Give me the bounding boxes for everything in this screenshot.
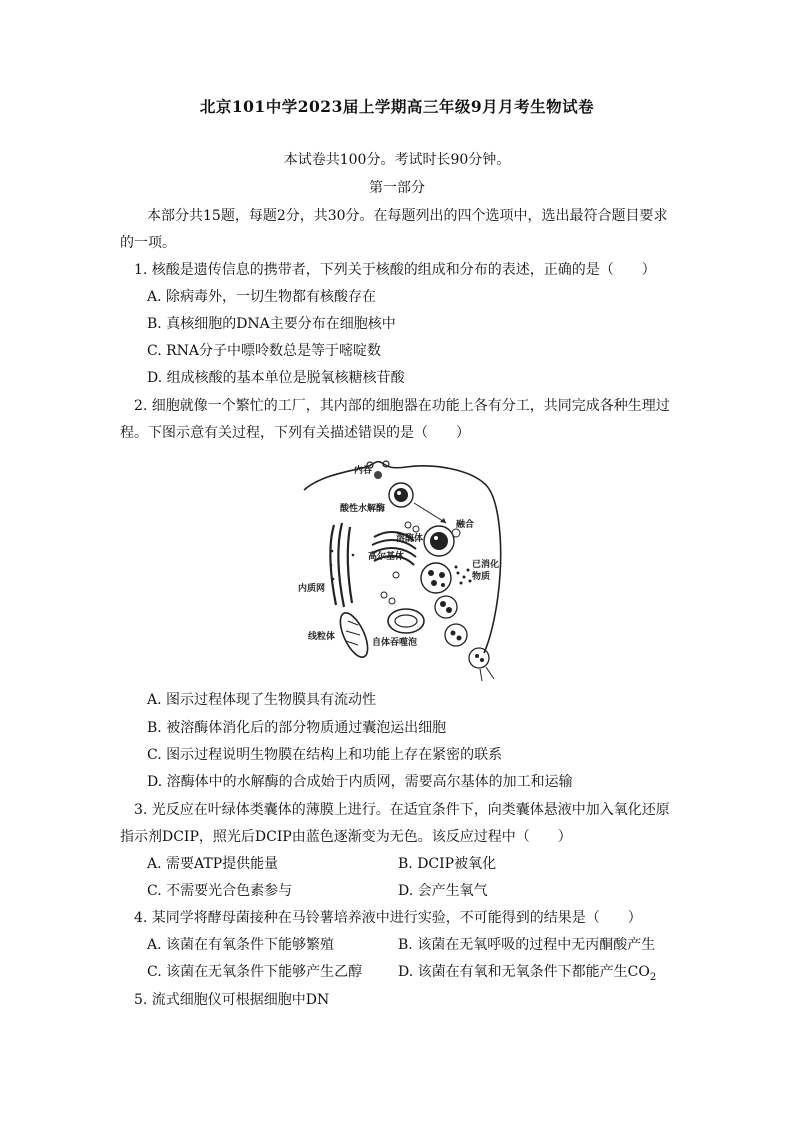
instructions-line-2: 的一项。 <box>120 235 176 251</box>
q4-option-c: C. 该菌在无氧条件下能够产生乙醇 <box>147 964 363 980</box>
q3-option-c: C. 不需要光合色素参与 <box>147 883 293 899</box>
q4-option-b: B. 该菌在无氧呼吸的过程中无丙酮酸产生 <box>398 937 656 953</box>
q5-stem: 5. 流式细胞仪可根据细胞中DN <box>134 992 330 1008</box>
q2-option-b: B. 被溶酶体消化后的部分物质通过囊泡运出细胞 <box>147 720 447 736</box>
cell-process-figure <box>296 455 508 683</box>
q2-option-a: A. 图示过程体现了生物膜具有流动性 <box>147 692 377 708</box>
figure-label-digested: 已消化 <box>472 560 500 570</box>
digesting-vesicle <box>421 563 451 593</box>
endocytosed-particle <box>374 471 382 479</box>
arrow <box>486 667 494 679</box>
residual-body <box>435 596 457 618</box>
q1-option-b: B. 真核细胞的DNA主要分布在细胞核中 <box>147 316 396 332</box>
figure-label-endocytosis: 内吞 <box>354 466 373 476</box>
q4-option-a: A. 该菌在有氧条件下能够繁殖 <box>147 937 335 953</box>
q4-stem: 4. 某同学将酵母菌接种在马铃薯培养液中进行实验，不可能得到的结果是（ ） <box>134 910 642 926</box>
figure-label-mitochondria: 线粒体 <box>308 632 336 642</box>
arrow <box>480 669 482 681</box>
fused-vesicle-content <box>430 532 448 550</box>
mitochondrion-cristae <box>346 621 360 645</box>
q1-option-c: C. RNA分子中嘌呤数总是等于嘧啶数 <box>147 343 382 359</box>
q4-option-d-subscript: 2 <box>649 971 657 983</box>
arrow <box>414 503 446 523</box>
part-title: 第一部分 <box>369 180 425 196</box>
phagosome-highlight <box>397 491 401 495</box>
mitochondrion <box>335 609 373 661</box>
autophagosome <box>388 609 424 633</box>
figure-label-substance: 物质 <box>472 572 491 582</box>
instructions-line-1: 本部分共15题，每题2分，共30分。在每题列出的四个选项中，选出最符合题目要求 <box>147 208 668 224</box>
figure-label-er: 内质网 <box>298 584 326 594</box>
exam-intro: 本试卷共100分。考试时长90分钟。 <box>283 152 511 168</box>
q2-option-c: C. 图示过程说明生物膜在结构上和功能上存在紧密的联系 <box>147 747 503 763</box>
figure-label-autophagosome: 自体吞噬泡 <box>372 638 418 648</box>
residual-body <box>445 624 467 646</box>
phagosome-content <box>394 488 408 502</box>
q3-stem-line-1: 3. 光反应在叶绿体类囊体的薄膜上进行。在适宜条件下，向类囊体悬液中加入氧化还原 <box>134 802 670 818</box>
q2-stem-line-2: 程。下图示意有关过程，下列有关描述错误的是（ ） <box>120 425 470 441</box>
q3-option-d: D. 会产生氧气 <box>398 883 488 899</box>
figure-label-acid-hydrolase: 酸性水解酶 <box>340 504 386 514</box>
q1-option-d: D. 组成核酸的基本单位是脱氧核糖核苷酸 <box>147 370 405 386</box>
er-membrane <box>348 527 352 603</box>
figure-label-golgi: 高尔基体 <box>368 552 405 562</box>
q1-option-a: A. 除病毒外，一切生物都有核酸存在 <box>147 289 377 305</box>
q3-option-b: B. DCIP被氧化 <box>398 856 497 872</box>
q1-stem: 1. 核酸是遗传信息的携带者，下列关于核酸的组成和分布的表述，正确的是（ ） <box>134 262 656 278</box>
q4-option-d-text: D. 该菌在有氧和无氧条件下都能产生CO <box>398 964 650 980</box>
er-membrane <box>338 523 344 607</box>
q4-option-d <box>398 962 656 988</box>
exam-title: 北京101中学2023届上学期高三年级9月月考生物试卷 <box>199 97 595 116</box>
q2-option-d: D. 溶酶体中的水解酶的合成始于内质网，需要高尔基体的加工和运输 <box>147 774 573 790</box>
q3-option-a: A. 需要ATP提供能量 <box>147 856 279 872</box>
q3-stem-line-2: 指示剂DCIP，照光后DCIP由蓝色逐渐变为无色。该反应过程中（ ） <box>120 829 572 845</box>
figure-label-lysosome: 溶酶体 <box>396 534 424 544</box>
lysosome-small <box>452 529 460 537</box>
q2-stem-line-1: 2. 细胞就像一个繁忙的工厂，其内部的细胞器在功能上各有分工，共同完成各种生理过 <box>134 398 670 414</box>
figure-label-fusion: 融合 <box>456 520 475 530</box>
exocytic-vesicle <box>469 648 489 668</box>
arrowhead <box>440 518 446 523</box>
fused-vesicle-highlight <box>434 536 438 540</box>
